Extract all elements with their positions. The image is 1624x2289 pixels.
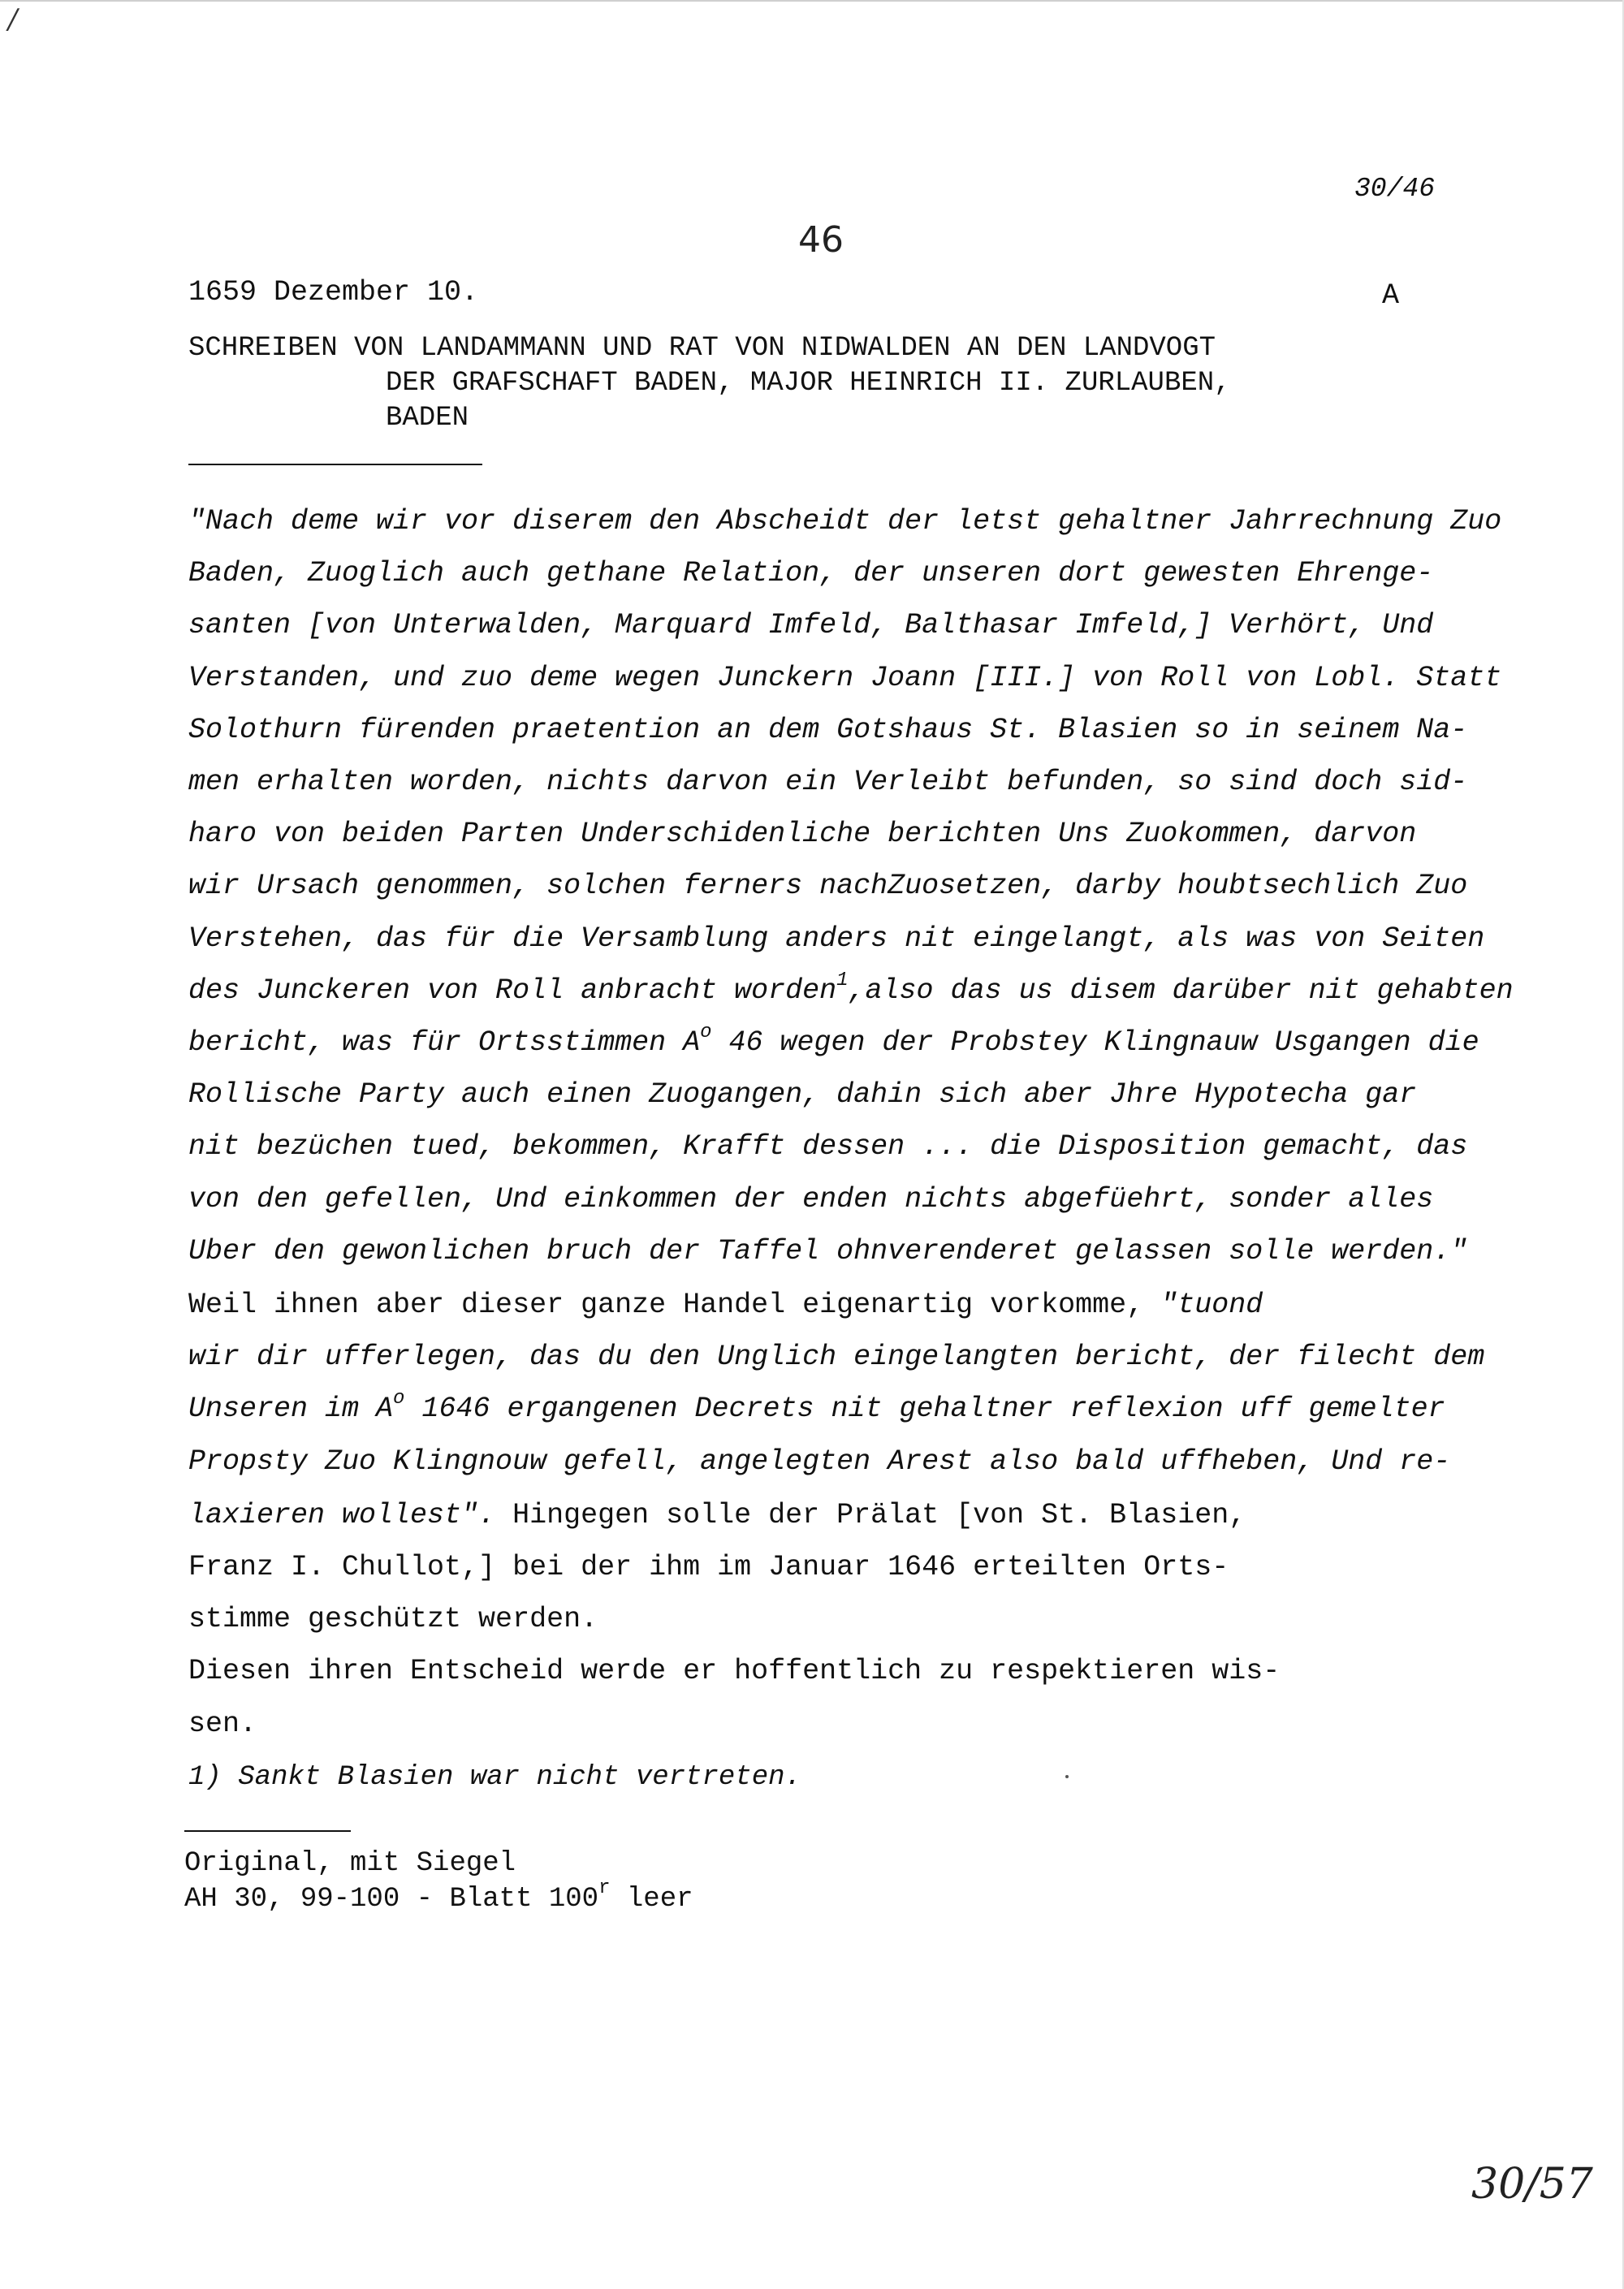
body-line [188,1383,1471,1435]
body-text: Weil ihnen aber dieser ganze Handel eigenartig vorkomme, [188,1289,1161,1322]
body-line: Baden, Zuoglich auch gethane Relation, der unseren dort gewesten Ehrenge- [188,557,1434,590]
title-line: DER GRAFSCHAFT BADEN, MAJOR HEINRICH II. ZURLAUBEN, [386,368,1231,399]
body-line: men erhalten worden, nichts darvon ein Verleibt befunden, so sind doch sid- [188,766,1468,799]
speck [1065,1775,1069,1778]
pen-mark: / [8,3,18,36]
document-body [188,495,1514,1750]
body-text: Hingegen solle der Prälat [von St. Blasien, [495,1498,1246,1531]
title-divider [188,464,482,465]
body-line: von den gefellen, Und einkommen der enden nichts abgefüehrt, sonder alles [188,1182,1434,1216]
body-line [188,965,1514,1017]
body-text: 46 wegen der Probstey Klingnauw Usgangen die [711,1026,1479,1060]
footnote: 1) Sankt Blasien war nicht vertreten. [188,1762,801,1793]
body-line: wir dir ufferlegen, das du den Unglich eingelangten bericht, der filecht dem [188,1341,1485,1374]
document-date: 1659 Dezember 10. [188,276,479,309]
body-line: haro von beiden Parten Underschidenliche berichten Uns Zuokommen, darvon [188,818,1417,851]
body-text: laxieren wollest". [188,1498,496,1531]
body-text: 1646 ergangenen Decrets nit gehaltner reflexion uff gemelter [404,1393,1445,1426]
footnote-ref: 1 [836,969,849,991]
document-number: 46 [798,219,844,261]
superscript: r [598,1877,611,1899]
body-text: "tuond [1160,1289,1263,1322]
body-line: Uber den gewonlichen bruch der Taffel ohnverenderet gelassen solle werden." [188,1234,1468,1268]
superscript: o [700,1021,712,1044]
body-line [188,1277,1471,1331]
body-line: stimme geschützt werden. [188,1603,598,1636]
body-line: "Nach deme wir vor diserem den Abscheidt der letst gehaltner Jahrrechnung Zuo [188,505,1502,538]
body-line: nit bezüchen tued, bekommen, Krafft dessen ... die Disposition gemacht, das [188,1130,1468,1164]
footnote-divider [184,1830,351,1832]
title-line: BADEN [386,403,469,434]
body-line [188,1488,1471,1541]
body-line: Solothurn fürenden praetention an dem Gotshaus St. Blasien so in seinem Na- [188,713,1468,746]
superscript: o [393,1388,405,1410]
archive-number: 30/46 [1354,174,1436,204]
body-line: Propsty Zuo Klingnouw gefell, angelegten Arest also bald uffheben, Und re- [188,1445,1451,1478]
body-text: Unseren im A [188,1393,394,1426]
body-line: Verstanden, und zuo deme wegen Junckern Joann [III.] von Roll von Lobl. Statt [188,661,1502,694]
source-line: Original, mit Siegel [184,1848,516,1879]
body-line: Franz I. Chullot,] bei der ihm im Januar 1646 erteilten Orts- [188,1551,1229,1584]
handwritten-page-number: 30/57 [1471,2160,1593,2209]
document-title [188,331,1439,436]
title-line: SCHREIBEN VON LANDAMMANN UND RAT VON NIDWALDEN AN DEN LANDVOGT [188,333,1216,364]
body-line: Verstehen, das für die Versamblung anders nit eingelangt, als was von Seiten [188,922,1485,955]
body-line: wir Ursach genommen, solchen ferners nachZuosetzen, darby houbtsechlich Zuo [188,870,1468,903]
source-line [184,1877,693,1915]
source-text: AH 30, 99-100 - Blatt 100 [184,1884,599,1915]
body-text: des Junckeren von Roll anbracht worden [188,974,837,1007]
body-line: santen [von Unterwalden, Marquard Imfeld, Balthasar Imfeld,] Verhört, Und [188,609,1434,642]
body-line: Rollische Party auch einen Zuogangen, dahin sich aber Jhre Hypotecha gar [188,1078,1417,1112]
body-line: sen. [188,1707,257,1740]
page-edge-top [0,0,1624,2]
document-letter: A [1382,279,1400,312]
body-text: bericht, was für Ortsstimmen A [188,1026,701,1060]
body-line: Diesen ihren Entscheid werde er hoffentlich zu respektieren wis- [188,1655,1281,1688]
source-text: leer [610,1884,693,1915]
body-text: ,also das us disem darüber nit gehabten [848,974,1514,1007]
body-line [188,1017,1479,1069]
